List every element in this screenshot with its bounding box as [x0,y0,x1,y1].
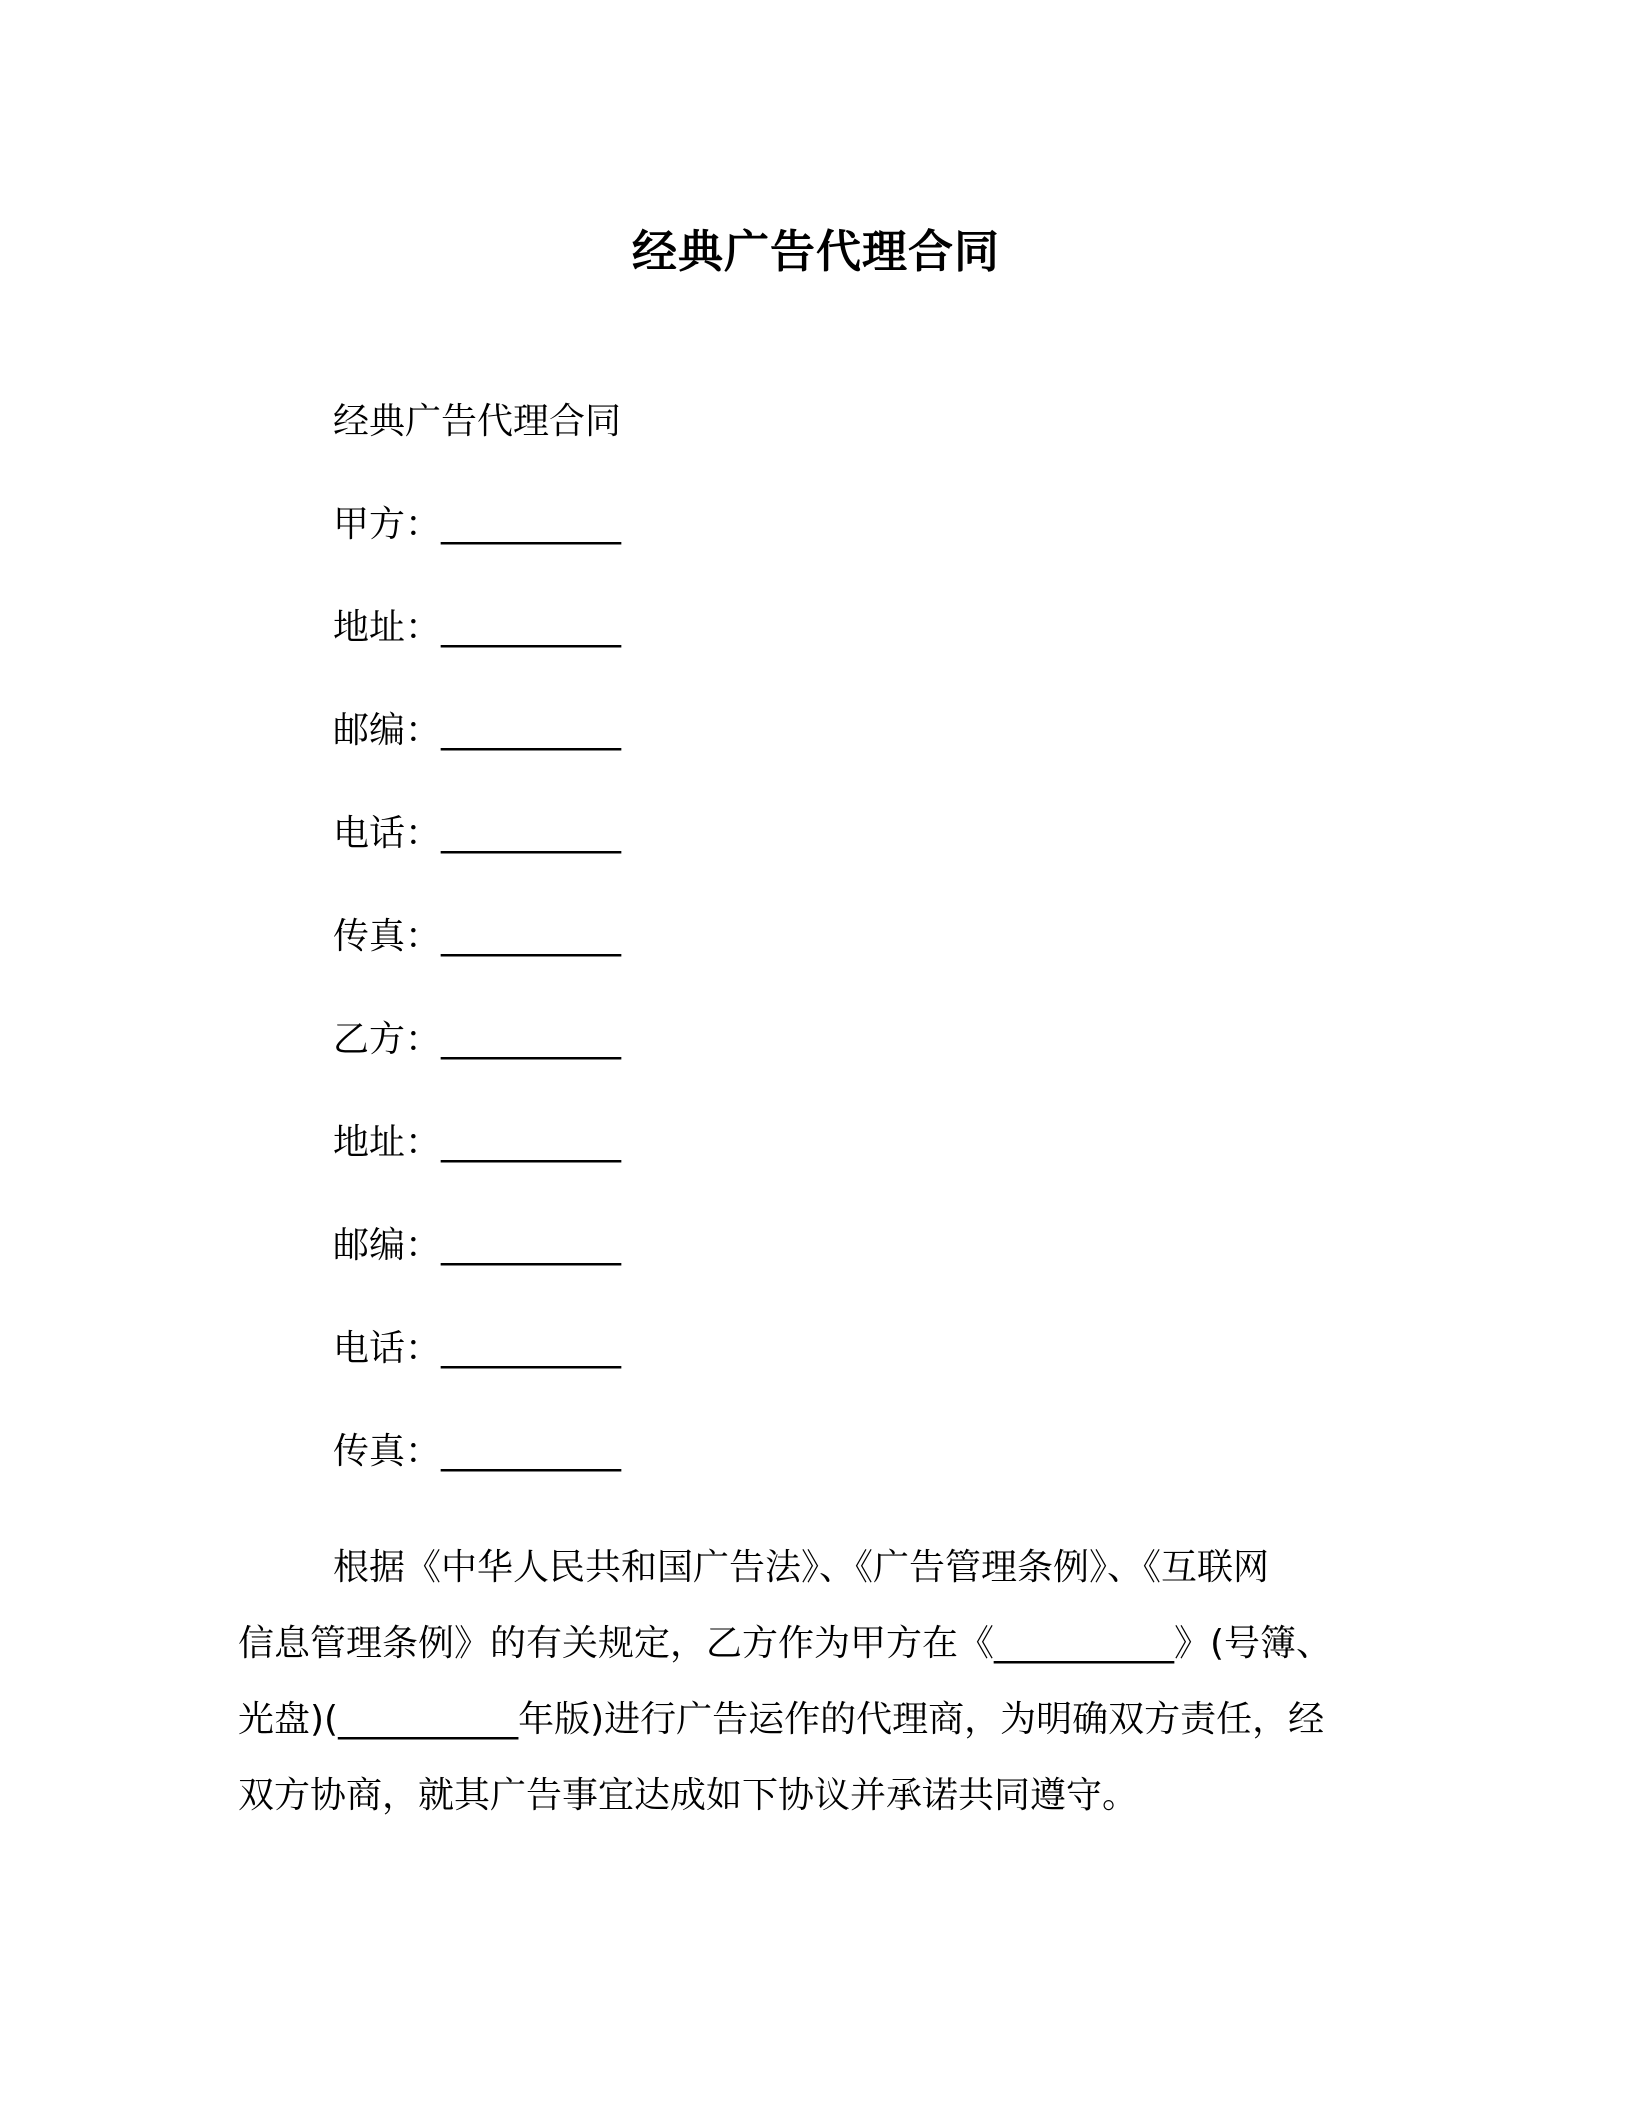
field-party-a-phone [333,810,621,858]
field-blank: __________ [441,710,622,751]
field-label: 电话： [333,813,442,854]
field-label: 传真： [333,1431,442,1472]
field-blank: __________ [441,607,622,648]
field-label: 邮编： [333,710,442,751]
document-title: 经典广告代理合同 [631,225,1000,278]
field-party-b-address [333,1119,621,1167]
field-blank: __________ [441,504,622,545]
field-blank: __________ [441,1225,622,1266]
field-label: 地址： [333,1122,442,1163]
field-party-b [333,1016,621,1064]
field-party-a-fax [333,913,621,961]
field-blank: __________ [441,1431,622,1472]
paragraph-line: 根据《中华人民共和国广告法》、《广告管理条例》、《互联网 [333,1547,1270,1588]
field-party-a [333,501,621,549]
field-label: 电话： [333,1328,442,1369]
field-label: 地址： [333,607,442,648]
field-label: 甲方： [333,504,442,545]
field-blank: __________ [441,916,622,957]
paragraph-line: 光盘)(__________年版)进行广告运作的代理商，为明确双方责任，经 [238,1699,1325,1740]
field-party-b-postcode [333,1222,621,1270]
field-party-a-address [333,604,621,652]
paragraph-line: 双方协商，就其广告事宜达成如下协议并承诺共同遵守。 [238,1775,1139,1816]
field-label: 乙方： [333,1019,442,1060]
field-label: 邮编： [333,1225,442,1266]
field-blank: __________ [441,1122,622,1163]
document-subtitle: 经典广告代理合同 [333,401,622,442]
field-blank: __________ [441,1328,622,1369]
field-party-b-fax [333,1428,621,1476]
paragraph-line: 信息管理条例》的有关规定，乙方作为甲方在《__________》(号簿、 [238,1623,1333,1664]
field-party-a-postcode [333,707,621,755]
preamble-paragraph [238,1530,1378,1834]
field-blank: __________ [441,813,622,854]
field-blank: __________ [441,1019,622,1060]
field-party-b-phone [333,1325,621,1373]
field-label: 传真： [333,916,442,957]
